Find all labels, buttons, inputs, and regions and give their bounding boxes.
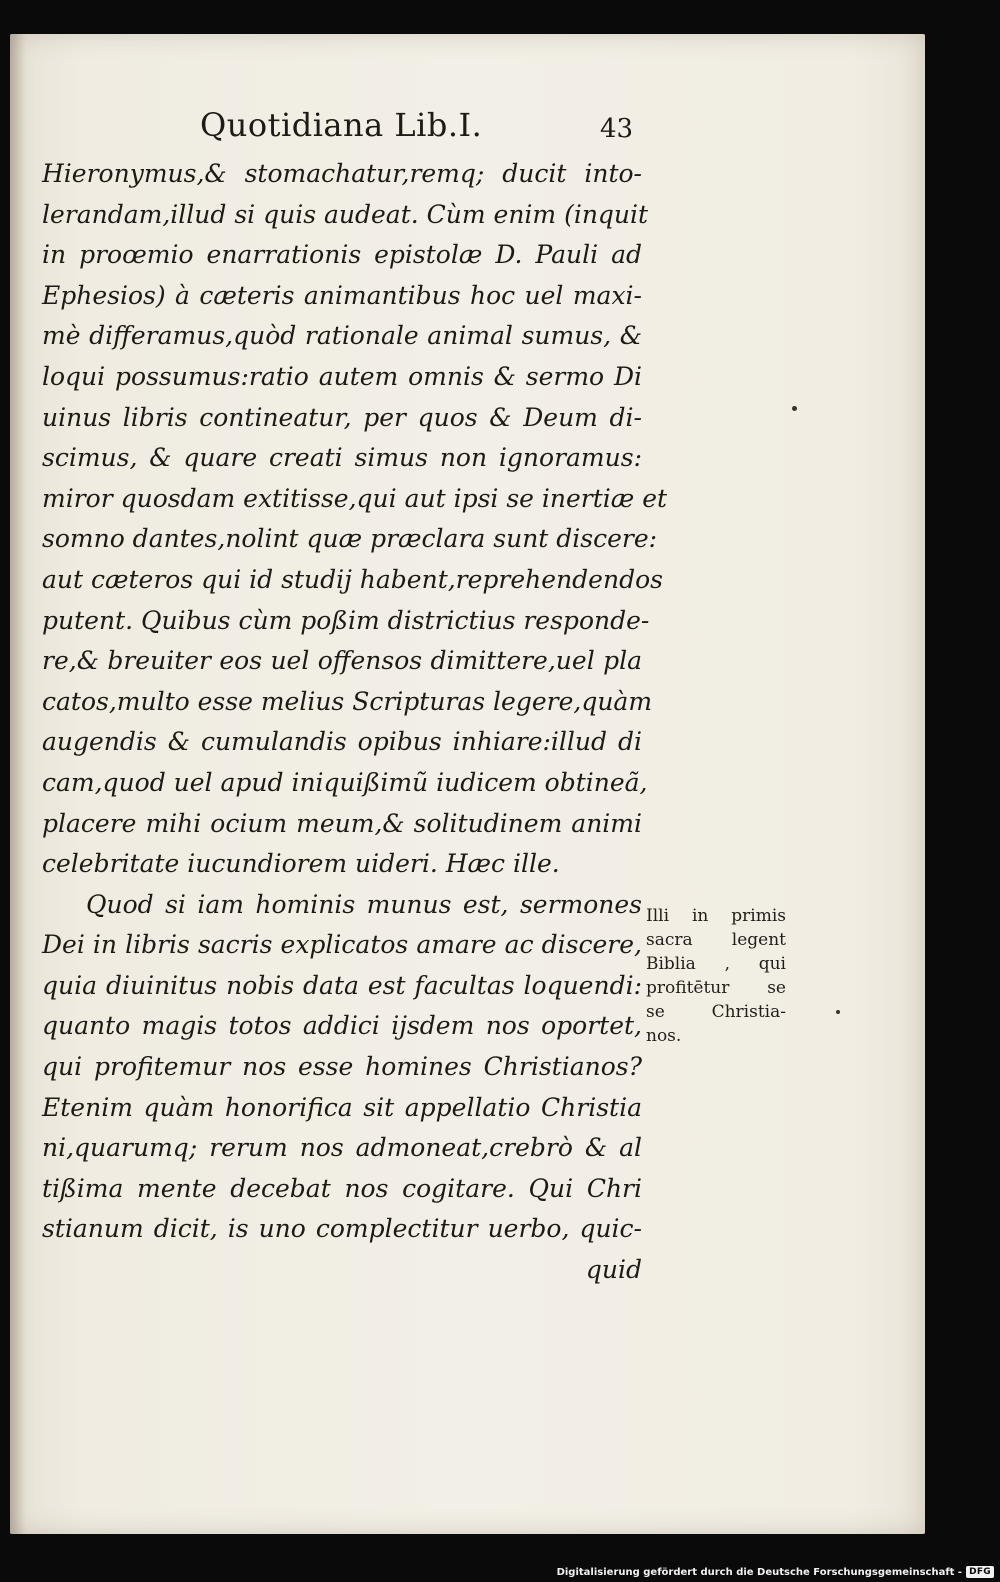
running-head: Quotidiana Lib.I.	[200, 106, 483, 144]
text-line: catos,multo esse melius Scripturas legere,quàm	[42, 686, 653, 716]
text-line: Quod si iam hominis munus est, sermones	[86, 889, 642, 919]
text-line: cam,quod uel apud iniquißimũ iudicem obtineã,	[42, 767, 648, 797]
marginal-note-line: nos.	[646, 1026, 682, 1046]
text-line: stianum dicit, is uno complectitur uerbo, quic-	[42, 1214, 642, 1244]
text-line: Ephesios) à cæteris animantibus hoc uel maxi-	[42, 280, 642, 310]
catchword: quid	[585, 1255, 642, 1285]
dfg-logo: DFG	[966, 1566, 994, 1578]
text-line: aut cæteros qui id studij habent,reprehendendos	[42, 564, 663, 594]
text-line: in proœmio enarrationis epistolæ D. Pauli ad	[42, 240, 642, 270]
text-line: celebritate iucundiorem uideri. Hæc ille.	[42, 849, 560, 879]
text-line: quia diuinitus nobis data est facultas loquendi:	[42, 970, 642, 1000]
text-line: tißima mente decebat nos cogitare. Qui Chri	[42, 1173, 642, 1203]
text-line: somno dantes,nolint quæ præclara sunt discere:	[42, 524, 658, 554]
funding-credit: Digitalisierung gefördert durch die Deutsche Forschungsgemeinschaft -	[556, 1566, 963, 1578]
text-line: Etenim quàm honorifica sit appellatio Christia	[42, 1092, 642, 1122]
text-line: qui profitemur nos esse homines Christianos?	[42, 1052, 642, 1082]
text-line: Hieronymus,& stomachatur,remq; ducit into-	[42, 159, 642, 188]
text-line: ni,quarumq; rerum nos admoneat,crebrò & al	[42, 1133, 642, 1163]
marginal-note-line: sacra legent	[646, 930, 786, 950]
text-line: quanto magis totos addici ijsdem nos oportet,	[42, 1011, 642, 1041]
text-line: Dei in libris sacris explicatos amare ac discere,	[42, 930, 642, 960]
page-number: 43	[600, 114, 634, 144]
marginal-note-line: se Christia-	[646, 1002, 786, 1022]
text-line: mè differamus,quòd rationale animal sumus, &	[42, 321, 642, 351]
text-line: scimus, & quare creati simus non ignoramus:	[42, 443, 642, 473]
text-line: augendis & cumulandis opibus inhiare:illud di	[42, 727, 642, 757]
marginal-note-line: Biblia , qui	[646, 954, 786, 974]
marginal-note-line: profitētur se	[646, 978, 786, 998]
ink-spot	[836, 1010, 840, 1014]
text-line: putent. Quibus cùm poßim districtius responde-	[42, 605, 650, 635]
marginal-note	[646, 904, 786, 1048]
book-page	[10, 34, 925, 1534]
text-line: placere mihi ocium meum,& solitudinem animi	[42, 808, 642, 838]
text-line: lerandam,illud si quis audeat. Cùm enim (inquit	[42, 199, 649, 229]
digitization-footer	[557, 1566, 994, 1578]
ink-spot	[792, 406, 797, 411]
marginal-note-line: Illi in primis	[646, 906, 786, 926]
body-text	[42, 154, 668, 1291]
text-line: re,& breuiter eos uel offensos dimittere,uel pla	[42, 646, 642, 676]
text-line: uinus libris contineatur, per quos & Deum di-	[42, 402, 642, 432]
text-line: loqui possumus:ratio autem omnis & sermo Di	[42, 361, 642, 391]
text-line: miror quosdam extitisse,qui aut ipsi se inertiæ et	[42, 483, 668, 513]
